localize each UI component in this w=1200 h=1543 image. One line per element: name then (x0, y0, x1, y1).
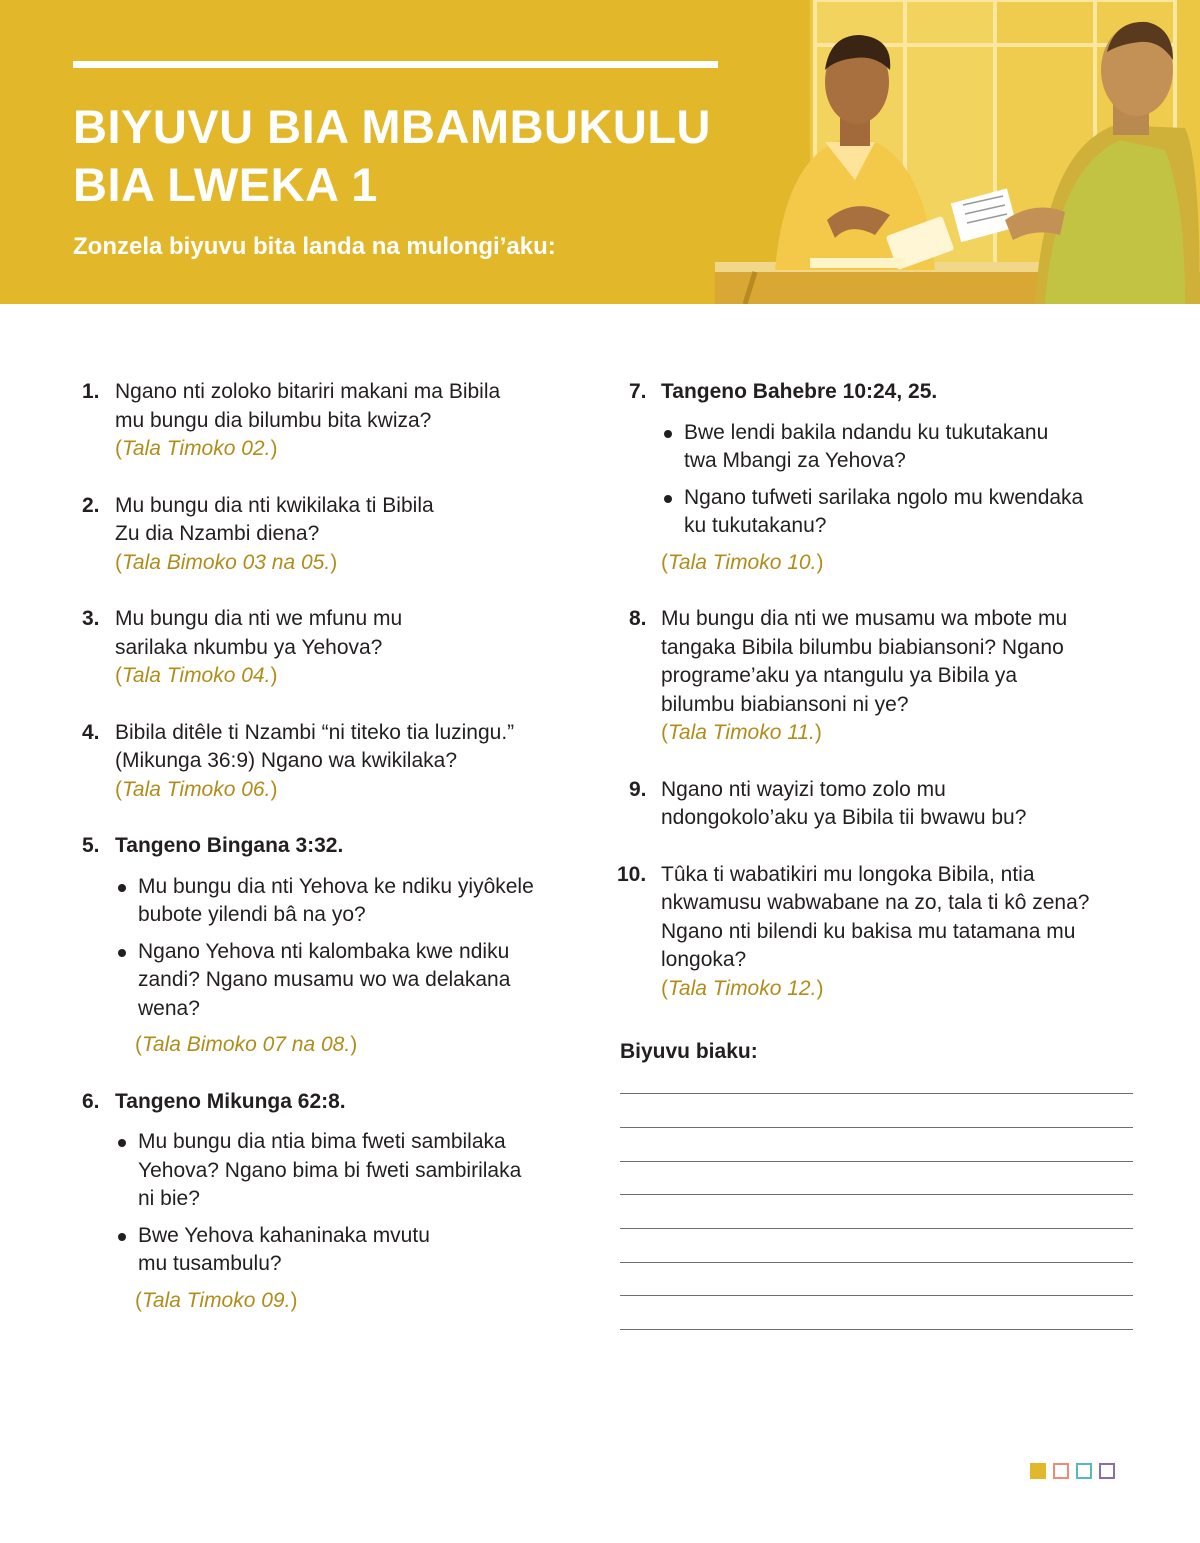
study-reference: (Tala Timoko 06.) (115, 777, 278, 801)
square-outline-icon (1053, 1463, 1069, 1479)
square-outline-icon (1099, 1463, 1115, 1479)
question-text: Tûka ti wabatikiri mu longoka Bibila, ntia (661, 862, 1035, 886)
question-text: longoka? (661, 948, 747, 971)
bullet-item (661, 419, 1142, 476)
study-reference: (Tala Timoko 11.) (661, 721, 822, 744)
study-reference: (Tala Timoko 10.) (661, 550, 824, 574)
note-line[interactable] (620, 1262, 1133, 1263)
question-text: tangaka Bibila bilumbu biabiansoni? Ngano (661, 635, 1064, 659)
question-heading: Tangeno Mikunga 62:8. (115, 1089, 346, 1113)
question-6 (82, 1088, 582, 1316)
bullet-list (115, 1128, 582, 1279)
bullet-text: Ngano tufweti sarilaka ngolo mu kwendaka (684, 485, 1084, 509)
question-text: Mu bungu dia nti we musamu wa mbote mu (661, 607, 1068, 630)
page-subtitle: Zonzela biyuvu bita landa na mulongi’aku: (73, 233, 556, 260)
notes-label: Biyuvu biaku: (620, 1040, 758, 1063)
question-text: bilumbu biabiansoni ni ye? (661, 692, 909, 716)
title-line-2: BIA LWEKA 1 (73, 158, 378, 211)
study-reference: (Tala Timoko 09.) (135, 1288, 298, 1312)
progress-squares (1030, 1463, 1115, 1479)
bullet-text: mu tusambulu? (138, 1252, 282, 1275)
question-3 (82, 605, 582, 691)
bullet-item (115, 1128, 582, 1214)
bullet-item (661, 484, 1142, 541)
study-reference: (Tala Timoko 04.) (115, 664, 278, 687)
question-text: sarilaka nkumbu ya Yehova? (115, 635, 383, 659)
question-number: 8. (629, 607, 647, 630)
question-number: 10. (617, 862, 647, 886)
note-line[interactable] (620, 1228, 1133, 1229)
question-text: Ngano nti wayizi tomo zolo mu (661, 777, 946, 801)
bible-study-illustration (715, 0, 1200, 304)
bullet-text: wena? (138, 996, 200, 1020)
questions-left-column (82, 378, 582, 1315)
question-heading: Tangeno Bingana 3:32. (115, 834, 344, 857)
page-title (73, 98, 753, 214)
note-line[interactable] (620, 1329, 1133, 1330)
bullet-list (115, 873, 582, 1024)
study-reference: (Tala Bimoko 07 na 08.) (135, 1033, 358, 1056)
question-10 (617, 861, 1142, 1004)
bullet-text: Yehova? Ngano bima bi fweti sambirilaka (138, 1158, 522, 1182)
question-text: (Mikunga 36:9) Ngano wa kwikilaka? (115, 749, 457, 772)
bullet-text: ku tukutakanu? (684, 514, 827, 537)
bullet-text: zandi? Ngano musamu wo wa delakana (138, 968, 511, 991)
note-line[interactable] (620, 1093, 1133, 1094)
question-number: 7. (629, 380, 647, 403)
bullet-item (115, 873, 582, 930)
bullet-text: Bwe lendi bakila ndandu ku tukutakanu (684, 420, 1049, 444)
question-9 (617, 776, 1142, 833)
study-reference: (Tala Timoko 02.) (115, 437, 278, 460)
question-text: Bibila ditêle ti Nzambi “ni titeko tia luzingu.” (115, 720, 515, 744)
question-text: programe’aku ya ntangulu ya Bibila ya (661, 664, 1018, 687)
title-line-1: BIYUVU BIA MBAMBUKULU (73, 100, 712, 153)
question-number: 6. (82, 1089, 100, 1113)
question-number: 3. (82, 607, 100, 630)
note-line[interactable] (620, 1161, 1133, 1162)
note-line[interactable] (620, 1194, 1133, 1195)
question-text: Mu bungu dia nti we mfunu mu (115, 607, 403, 630)
bullet-text: bubote yilendi bâ na yo? (138, 903, 366, 926)
question-7 (617, 378, 1142, 577)
question-4 (82, 719, 582, 805)
study-reference: (Tala Timoko 12.) (661, 976, 824, 1000)
bullet-text: Ngano Yehova nti kalombaka kwe ndiku (138, 939, 510, 963)
bullet-text: ni bie? (138, 1187, 200, 1210)
bullet-item (115, 1222, 582, 1279)
bullet-text: twa Mbangi za Yehova? (684, 449, 906, 472)
question-text: Mu bungu dia nti kwikilaka ti Bibila (115, 493, 434, 517)
question-text: Ngano nti bilendi ku bakisa mu tatamana mu (661, 919, 1076, 943)
bullet-text: Mu bungu dia ntia bima fweti sambilaka (138, 1130, 506, 1153)
square-outline-icon (1076, 1463, 1092, 1479)
question-text: mu bungu dia bilumbu bita kwiza? (115, 408, 432, 432)
question-number: 5. (82, 834, 100, 857)
note-line[interactable] (620, 1295, 1133, 1296)
questions-right-column (617, 378, 1142, 1003)
question-heading: Tangeno Bahebre 10:24, 25. (661, 380, 938, 403)
bullet-item (115, 938, 582, 1024)
square-filled-icon (1030, 1463, 1046, 1479)
question-8 (617, 605, 1142, 748)
study-reference: (Tala Bimoko 03 na 05.) (115, 550, 338, 574)
question-number: 9. (629, 777, 647, 801)
question-text: nkwamusu wabwabane na zo, tala ti kô zena? (661, 891, 1090, 914)
question-text: Ngano nti zoloko bitariri makani ma Bibila (115, 380, 501, 403)
note-line[interactable] (620, 1127, 1133, 1128)
question-2 (82, 492, 582, 578)
question-number: 2. (82, 493, 100, 517)
bullet-text: Bwe Yehova kahaninaka mvutu (138, 1223, 430, 1247)
question-number: 1. (82, 380, 100, 403)
bullet-list (661, 419, 1142, 541)
question-text: ndongokolo’aku ya Bibila tii bwawu bu? (661, 806, 1027, 829)
header-banner (0, 0, 1200, 304)
bullet-text: Mu bungu dia nti Yehova ke ndiku yiyôkele (138, 874, 534, 898)
question-5 (82, 832, 582, 1060)
header-rule (73, 61, 718, 68)
question-1 (82, 378, 582, 464)
question-text: Zu dia Nzambi diena? (115, 522, 320, 545)
question-number: 4. (82, 720, 100, 744)
